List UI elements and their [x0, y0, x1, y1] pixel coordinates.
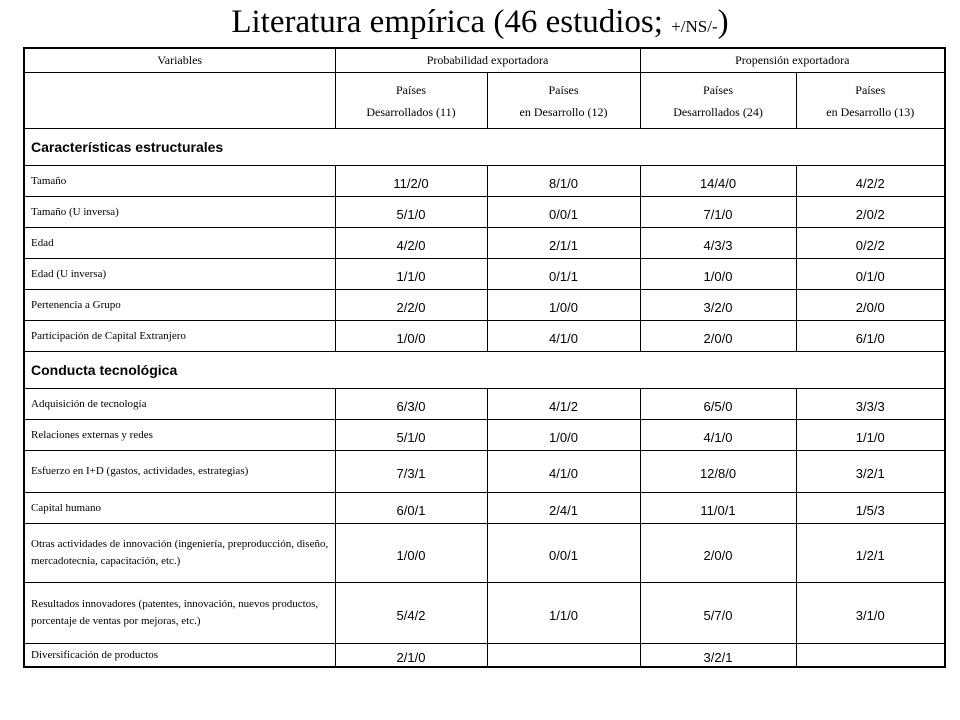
- value-text: 4/1/0: [549, 330, 578, 346]
- value-text: 2/0/2: [855, 206, 885, 222]
- header-variables: Variables: [24, 48, 335, 73]
- subheader-line2: en Desarrollo (13): [826, 104, 915, 119]
- value-text: 0/2/2: [855, 237, 885, 253]
- variable-cell: Pertenencia a Grupo: [24, 290, 335, 321]
- value-cell: [487, 290, 640, 321]
- value-text: 12/8/0: [699, 466, 737, 481]
- subheader-cell: [640, 73, 796, 129]
- value-cell: [335, 644, 487, 668]
- value-text: 1/0/0: [396, 547, 426, 563]
- header-propension: Propensión exportadora: [640, 48, 945, 73]
- value-text: 4/1/0: [549, 466, 578, 481]
- value-cell: [796, 493, 945, 524]
- value-cell: [335, 451, 487, 493]
- value-cell: [796, 259, 945, 290]
- value-text: 1/5/3: [855, 502, 885, 518]
- section-title: Características estructurales: [24, 129, 945, 166]
- value-cell: [335, 420, 487, 451]
- value-text: 1/1/0: [549, 607, 578, 623]
- table-row: [24, 197, 945, 228]
- variable-cell: Relaciones externas y redes: [24, 420, 335, 451]
- value-text: 2/2/0: [396, 299, 426, 315]
- title-close: ): [717, 4, 729, 40]
- value-text: 0/1/0: [855, 268, 885, 284]
- section-row: [24, 352, 945, 389]
- table-row: [24, 290, 945, 321]
- subheader-line2: Desarrollados (24): [673, 104, 763, 119]
- value-cell: [640, 524, 796, 583]
- value-cell: [335, 321, 487, 352]
- value-cell: [640, 321, 796, 352]
- table-row: [24, 644, 945, 668]
- value-cell: [640, 166, 796, 197]
- value-text: 6/1/0: [855, 330, 885, 346]
- value-text: 5/1/0: [396, 429, 426, 445]
- value-text: 4/1/0: [703, 429, 733, 445]
- value-text: 2/4/1: [549, 502, 578, 518]
- value-cell: [335, 524, 487, 583]
- table-row: [24, 493, 945, 524]
- value-cell: [796, 290, 945, 321]
- value-cell: [487, 493, 640, 524]
- value-cell: [487, 420, 640, 451]
- header-probabilidad: Probabilidad exportadora: [335, 48, 640, 73]
- value-text: 1/0/0: [549, 429, 578, 445]
- value-text: 2/1/0: [396, 649, 426, 665]
- value-cell: [335, 493, 487, 524]
- value-cell: [335, 259, 487, 290]
- value-cell: [796, 197, 945, 228]
- value-text: 6/0/1: [396, 502, 426, 518]
- value-cell: [796, 420, 945, 451]
- value-cell: [335, 583, 487, 644]
- subheader-line1: Países: [703, 82, 734, 97]
- table-row: [24, 420, 945, 451]
- value-cell: [796, 583, 945, 644]
- value-cell: [796, 228, 945, 259]
- variable-cell: Adquisición de tecnología: [24, 389, 335, 420]
- value-cell: [487, 166, 640, 197]
- value-cell: [796, 389, 945, 420]
- table-row: [24, 228, 945, 259]
- value-cell: [335, 228, 487, 259]
- value-text: 11/2/0: [393, 175, 429, 191]
- subheader-cell: [796, 73, 945, 129]
- value-text: 5/7/0: [703, 607, 733, 623]
- value-text: 0/1/1: [549, 268, 578, 284]
- subheader-cell: [335, 73, 487, 129]
- table-row: [24, 321, 945, 352]
- value-text: 1/0/0: [396, 330, 426, 346]
- variable-cell: Participación de Capital Extranjero: [24, 321, 335, 352]
- value-text: 8/1/0: [549, 175, 578, 191]
- value-text: 4/2/2: [855, 175, 885, 191]
- value-text: 4/1/2: [549, 398, 578, 414]
- value-cell: [796, 166, 945, 197]
- value-cell: [487, 321, 640, 352]
- value-cell: [796, 321, 945, 352]
- value-cell: [796, 644, 945, 668]
- value-text: 3/2/1: [703, 649, 733, 665]
- table-row: [24, 259, 945, 290]
- value-cell: [640, 493, 796, 524]
- value-text: 1/1/0: [855, 429, 885, 445]
- value-cell: [487, 583, 640, 644]
- subheader-line1: Países: [396, 82, 426, 97]
- value-text: 1/0/0: [703, 268, 733, 284]
- subheader-empty: [24, 73, 335, 129]
- variable-cell: Capital humano: [24, 493, 335, 524]
- value-text: 2/0/0: [855, 299, 885, 315]
- value-text: 2/1/1: [549, 237, 578, 253]
- value-cell: [335, 166, 487, 197]
- variable-cell: Edad (U inversa): [24, 259, 335, 290]
- table-row: [24, 389, 945, 420]
- value-text: 5/1/0: [396, 206, 426, 222]
- value-text: 0/0/1: [549, 547, 578, 563]
- value-cell: [640, 228, 796, 259]
- subheader-cell: [487, 73, 640, 129]
- value-text: 7/1/0: [703, 206, 733, 222]
- value-cell: [487, 228, 640, 259]
- value-text: 2/0/0: [703, 330, 733, 346]
- variable-cell: Tamaño (U inversa): [24, 197, 335, 228]
- subheader-line1: Países: [548, 82, 579, 97]
- variable-cell: Esfuerzo en I+D (gastos, actividades, estrategias): [24, 451, 335, 493]
- slide-title: [0, 0, 960, 44]
- value-cell: [335, 197, 487, 228]
- value-cell: [796, 524, 945, 583]
- value-text: 11/0/1: [700, 502, 736, 518]
- title-main: Literatura empírica (46 estudios;: [231, 4, 672, 40]
- value-text: 7/3/1: [396, 466, 426, 481]
- subheader-line2: en Desarrollo (12): [519, 104, 608, 119]
- subheader-row: [24, 73, 945, 129]
- value-cell: [487, 259, 640, 290]
- value-cell: [487, 389, 640, 420]
- subheader-line1: Países: [855, 82, 886, 97]
- value-cell: [335, 389, 487, 420]
- value-text: 2/0/0: [703, 547, 733, 563]
- evidence-table: [23, 47, 946, 668]
- table-row: [24, 583, 945, 644]
- variable-cell: Tamaño: [24, 166, 335, 197]
- value-text: 6/5/0: [703, 398, 733, 414]
- variable-cell: Otras actividades de innovación (ingeniería, preproducción, diseño, mercadotecnia, capacitación, etc.): [24, 524, 335, 583]
- table-row: [24, 166, 945, 197]
- value-text: 6/3/0: [396, 398, 426, 414]
- value-text: 3/3/3: [855, 398, 885, 414]
- header-row: [24, 48, 945, 73]
- value-cell: [335, 290, 487, 321]
- value-cell: [487, 644, 640, 668]
- value-cell: [487, 524, 640, 583]
- variable-cell: Resultados innovadores (patentes, innovación, nuevos productos, porcentaje de ventas por mejoras, etc.): [24, 583, 335, 644]
- value-text: 3/1/0: [855, 607, 885, 623]
- value-cell: [640, 451, 796, 493]
- value-cell: [640, 389, 796, 420]
- variable-cell: Diversificación de productos: [24, 644, 335, 668]
- value-cell: [487, 451, 640, 493]
- value-cell: [640, 259, 796, 290]
- value-cell: [640, 290, 796, 321]
- variable-cell: Edad: [24, 228, 335, 259]
- subheader-line2: Desarrollados (11): [366, 104, 456, 119]
- value-cell: [640, 420, 796, 451]
- value-text: 14/4/0: [699, 175, 737, 191]
- value-cell: [640, 197, 796, 228]
- value-text: 3/2/0: [703, 299, 733, 315]
- value-text: 1/2/1: [855, 547, 885, 563]
- value-cell: [640, 583, 796, 644]
- section-row: [24, 129, 945, 166]
- value-text: 3/2/1: [855, 466, 885, 481]
- value-cell: [487, 197, 640, 228]
- table-row: [24, 524, 945, 583]
- value-text: 4/2/0: [396, 237, 426, 253]
- value-cell: [640, 644, 796, 668]
- value-text: 1/0/0: [549, 299, 578, 315]
- value-text: 5/4/2: [396, 607, 426, 623]
- section-title: Conducta tecnológica: [24, 352, 945, 389]
- table-row: [24, 451, 945, 493]
- value-text: 0/0/1: [549, 206, 578, 222]
- value-text: 1/1/0: [396, 268, 426, 284]
- value-text: 4/3/3: [703, 237, 733, 253]
- value-cell: [796, 451, 945, 493]
- title-legend: +/NS/-: [671, 17, 718, 36]
